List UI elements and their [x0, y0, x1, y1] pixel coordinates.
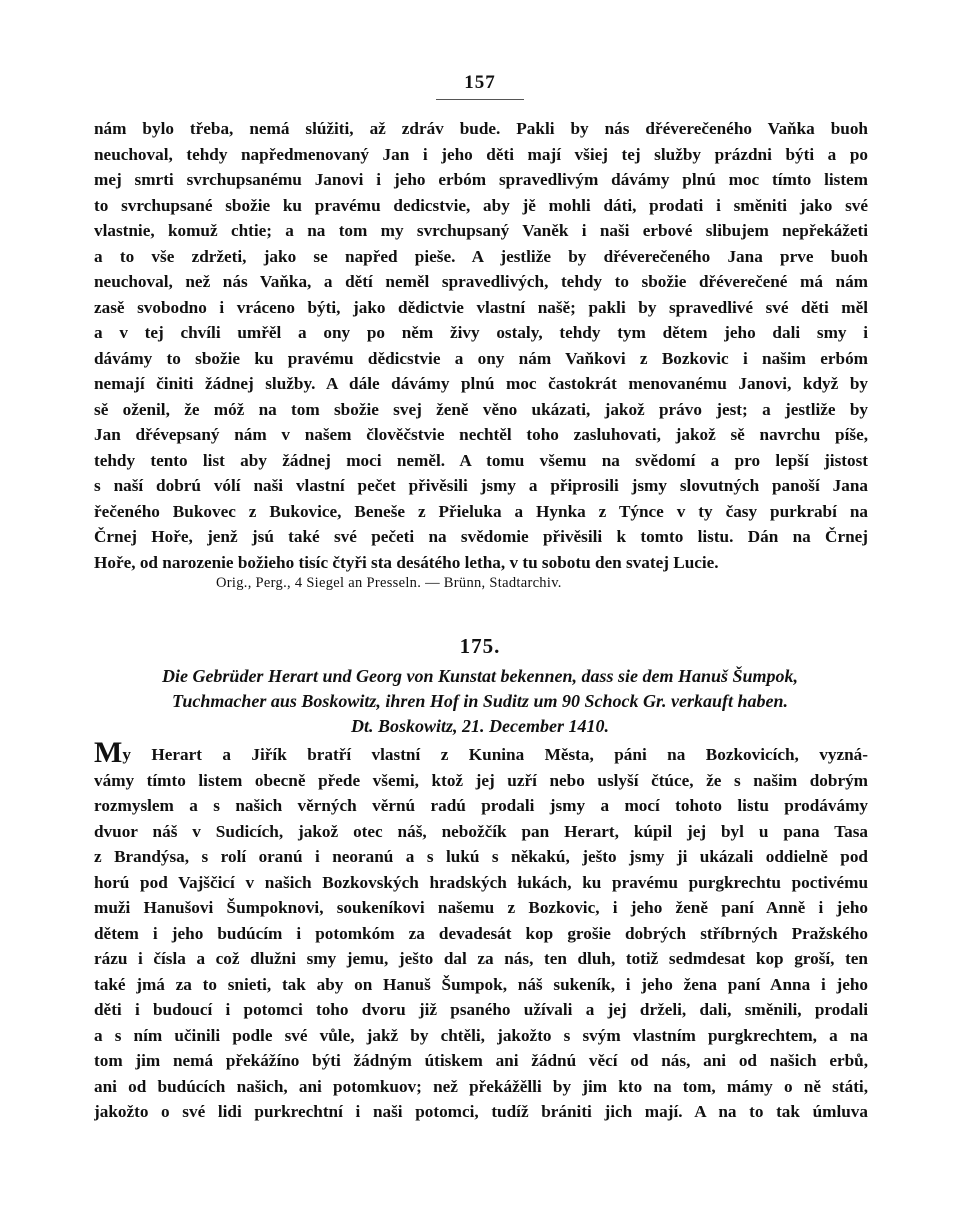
text-line: Tuchmacher aus Boskowitz, ihren Hof in Suditz um 90 Schock Gr. verkauft haben. — [172, 691, 788, 711]
text-line: mej smrti svrchupsanému Janovi i jeho erbóm spravedlivým dávámy plnú moc tímto listem — [94, 170, 868, 189]
text-line: zasě svobodno i vráceno býti, jako dědictvie vlastní našě; pakli by spravedlivé své děti měl — [94, 297, 868, 317]
first-line-text: y Herart a Jiřík bratří vlastní z Kunina Města, páni na Bozkovicích, vyzná- — [122, 745, 868, 764]
text-line: Die Gebrüder Herart und Georg von Kunstat bekennen, dass sie dem Hanuš Šumpok, — [161, 666, 799, 686]
page-number: 157 — [464, 72, 496, 93]
text-line: sě oženil, že móž na tom sbožie svej ženě věno ukázati, jakož právo jest; a jestliže by — [94, 399, 868, 419]
text-line: nám bylo třeba, nemá slúžiti, až zdráv bude. Pakli by nás dřéverečeného Vaňka buoh — [94, 119, 868, 138]
text-line: nemají činiti žádnej služby. A dále dávámy plnú moc častokrát menovanému Janovi, když by — [94, 374, 868, 393]
text-line: rozmyslem a s našich věrných věrnú radú prodali jsmy a mocí tohoto listu prodávámy — [94, 796, 868, 815]
source-note: Orig., Perg., 4 Siegel an Presseln. — Brünn, Stadtarchiv. — [216, 575, 562, 591]
text-line: rázu i čísla a což dlužni smy jemu, ješto dal za nás, ten dluh, totiž sedmdesat kop groší, ten — [94, 949, 868, 968]
text-line: jakožto o své lidi purkrechtní i naši potomci, tudíž brániti jich mají. A na to tak úmluva — [94, 1102, 868, 1121]
text-line: Črnej Hoře, jenž jsú také své pečeti na svědomie přivěsili k tomto listu. Dán na Črnej — [94, 527, 868, 546]
text-line: muži Hanušovi Šumpoknovi, soukeníkovi našemu z Bozkovic, i jeho ženě paní Anně i jeho — [94, 898, 868, 917]
text-line: ani od budúcích našich, ani potomkuov; než překážělli by jim kto na tom, mámy o ně státi, — [94, 1076, 868, 1096]
previous-document-text — [94, 116, 868, 575]
text-line: děti i budoucí i potomci toho dvoru již psaného užívali a jej drželi, dali, směnili, prodali — [94, 1000, 868, 1019]
document-number: 175. — [459, 634, 501, 658]
text-line: to svrchupsané sbožie ku pravému dedicstvie, aby jě mohli dáti, prodati i směniti jako své — [94, 195, 868, 215]
text-line: horú pod Vajščicí v našich Bozkovských hradských łukách, ku pravému purgkrechtu poctivému — [94, 872, 868, 892]
text-line: dětem i jeho budúcím i potomkóm za devadesát kop grošie dobrých stříbrných Pražského — [94, 923, 868, 943]
document-regest — [90, 664, 870, 739]
text-line: také jmá za to snieti, tak aby on Hanuš Šumpok, náš sukeník, i jeho žena paní Anna i jeho — [94, 974, 868, 994]
document-body-text — [94, 742, 868, 1125]
text-line: tom jim nemá překážíno býti žádným útiskem ani žádnú věcí od nás, ani od našich erbů, — [94, 1051, 868, 1070]
text-line: Dt. Boskowitz, 21. December 1410. — [351, 716, 609, 736]
text-line: dvuor náš v Sudicích, jakož otec náš, nebožčík pan Herart, kúpil jej byl u pana Tasa — [94, 821, 868, 841]
text-line: neuchoval, než nás Vaňka, a dětí neměl spravedlivých, tehdy to sbožie dřéverečené má nám — [94, 272, 868, 291]
text-line: z Brandýsa, s rolí oranú i neoranú a s lukú s někakú, ješto jsmy ji ukázali oddielně pod — [94, 847, 868, 866]
text-line: vámy tímto listem obecně přede všemi, ktož jej uzří nebo uslyší čtúce, že s našim dobrým — [94, 770, 868, 790]
text-line — [94, 742, 868, 768]
text-line: a to vše zdržeti, jako se napřed pieše. A jestliže by dřéverečeného Jana prve buoh — [94, 246, 868, 266]
text-line: a v tej chvíli umřěl a ony po něm živy ostaly, tehdy tym dětem jeho dali smy i — [94, 323, 868, 342]
page-number-rule — [436, 99, 524, 100]
text-line: tehdy tento list aby žádnej moci neměl. A tomu všemu na svědomí a pro lepší jistost — [94, 450, 868, 470]
text-line: Jan dřévepsaný nám v našem člověčstvie nechtěl toho zasluhovati, jakož sě navrchu píše, — [94, 425, 868, 444]
text-line: neuchoval, tehdy napředmenovaný Jan i jeho děti mají všiej tej služby prázdni býti a po — [94, 144, 868, 164]
text-line: vlastnie, komuž chtie; a na tom my svrchupsaný Vaněk i naši erbové slibujem nepřekážeti — [94, 221, 868, 240]
text-line: dávámy to sbožie ku pravému dědicstvie a ony nám Vaňkovi z Bozkovic i našim erbóm — [94, 348, 868, 368]
text-line: Hoře, od narozenie božieho tisíc čtyři sta desátého letha, v tu sobotu den svatej Lucie. — [94, 552, 719, 572]
text-line: řečeného Bukovec z Bukovice, Beneše z Přieluka a Hynka z Týnce v ty časy purkrabí na — [94, 501, 868, 521]
initial-letter: M — [94, 742, 123, 768]
text-line: a s ním učinili podle své vůle, jakž by chtěli, jakožto s svým vlastním purgkrechtem, a na — [94, 1025, 868, 1045]
text-line: s naší dobrú vólí naši vlastní pečet přivěsili jsmy a připrosili jsmy slovutných panoší Jana — [94, 476, 868, 495]
